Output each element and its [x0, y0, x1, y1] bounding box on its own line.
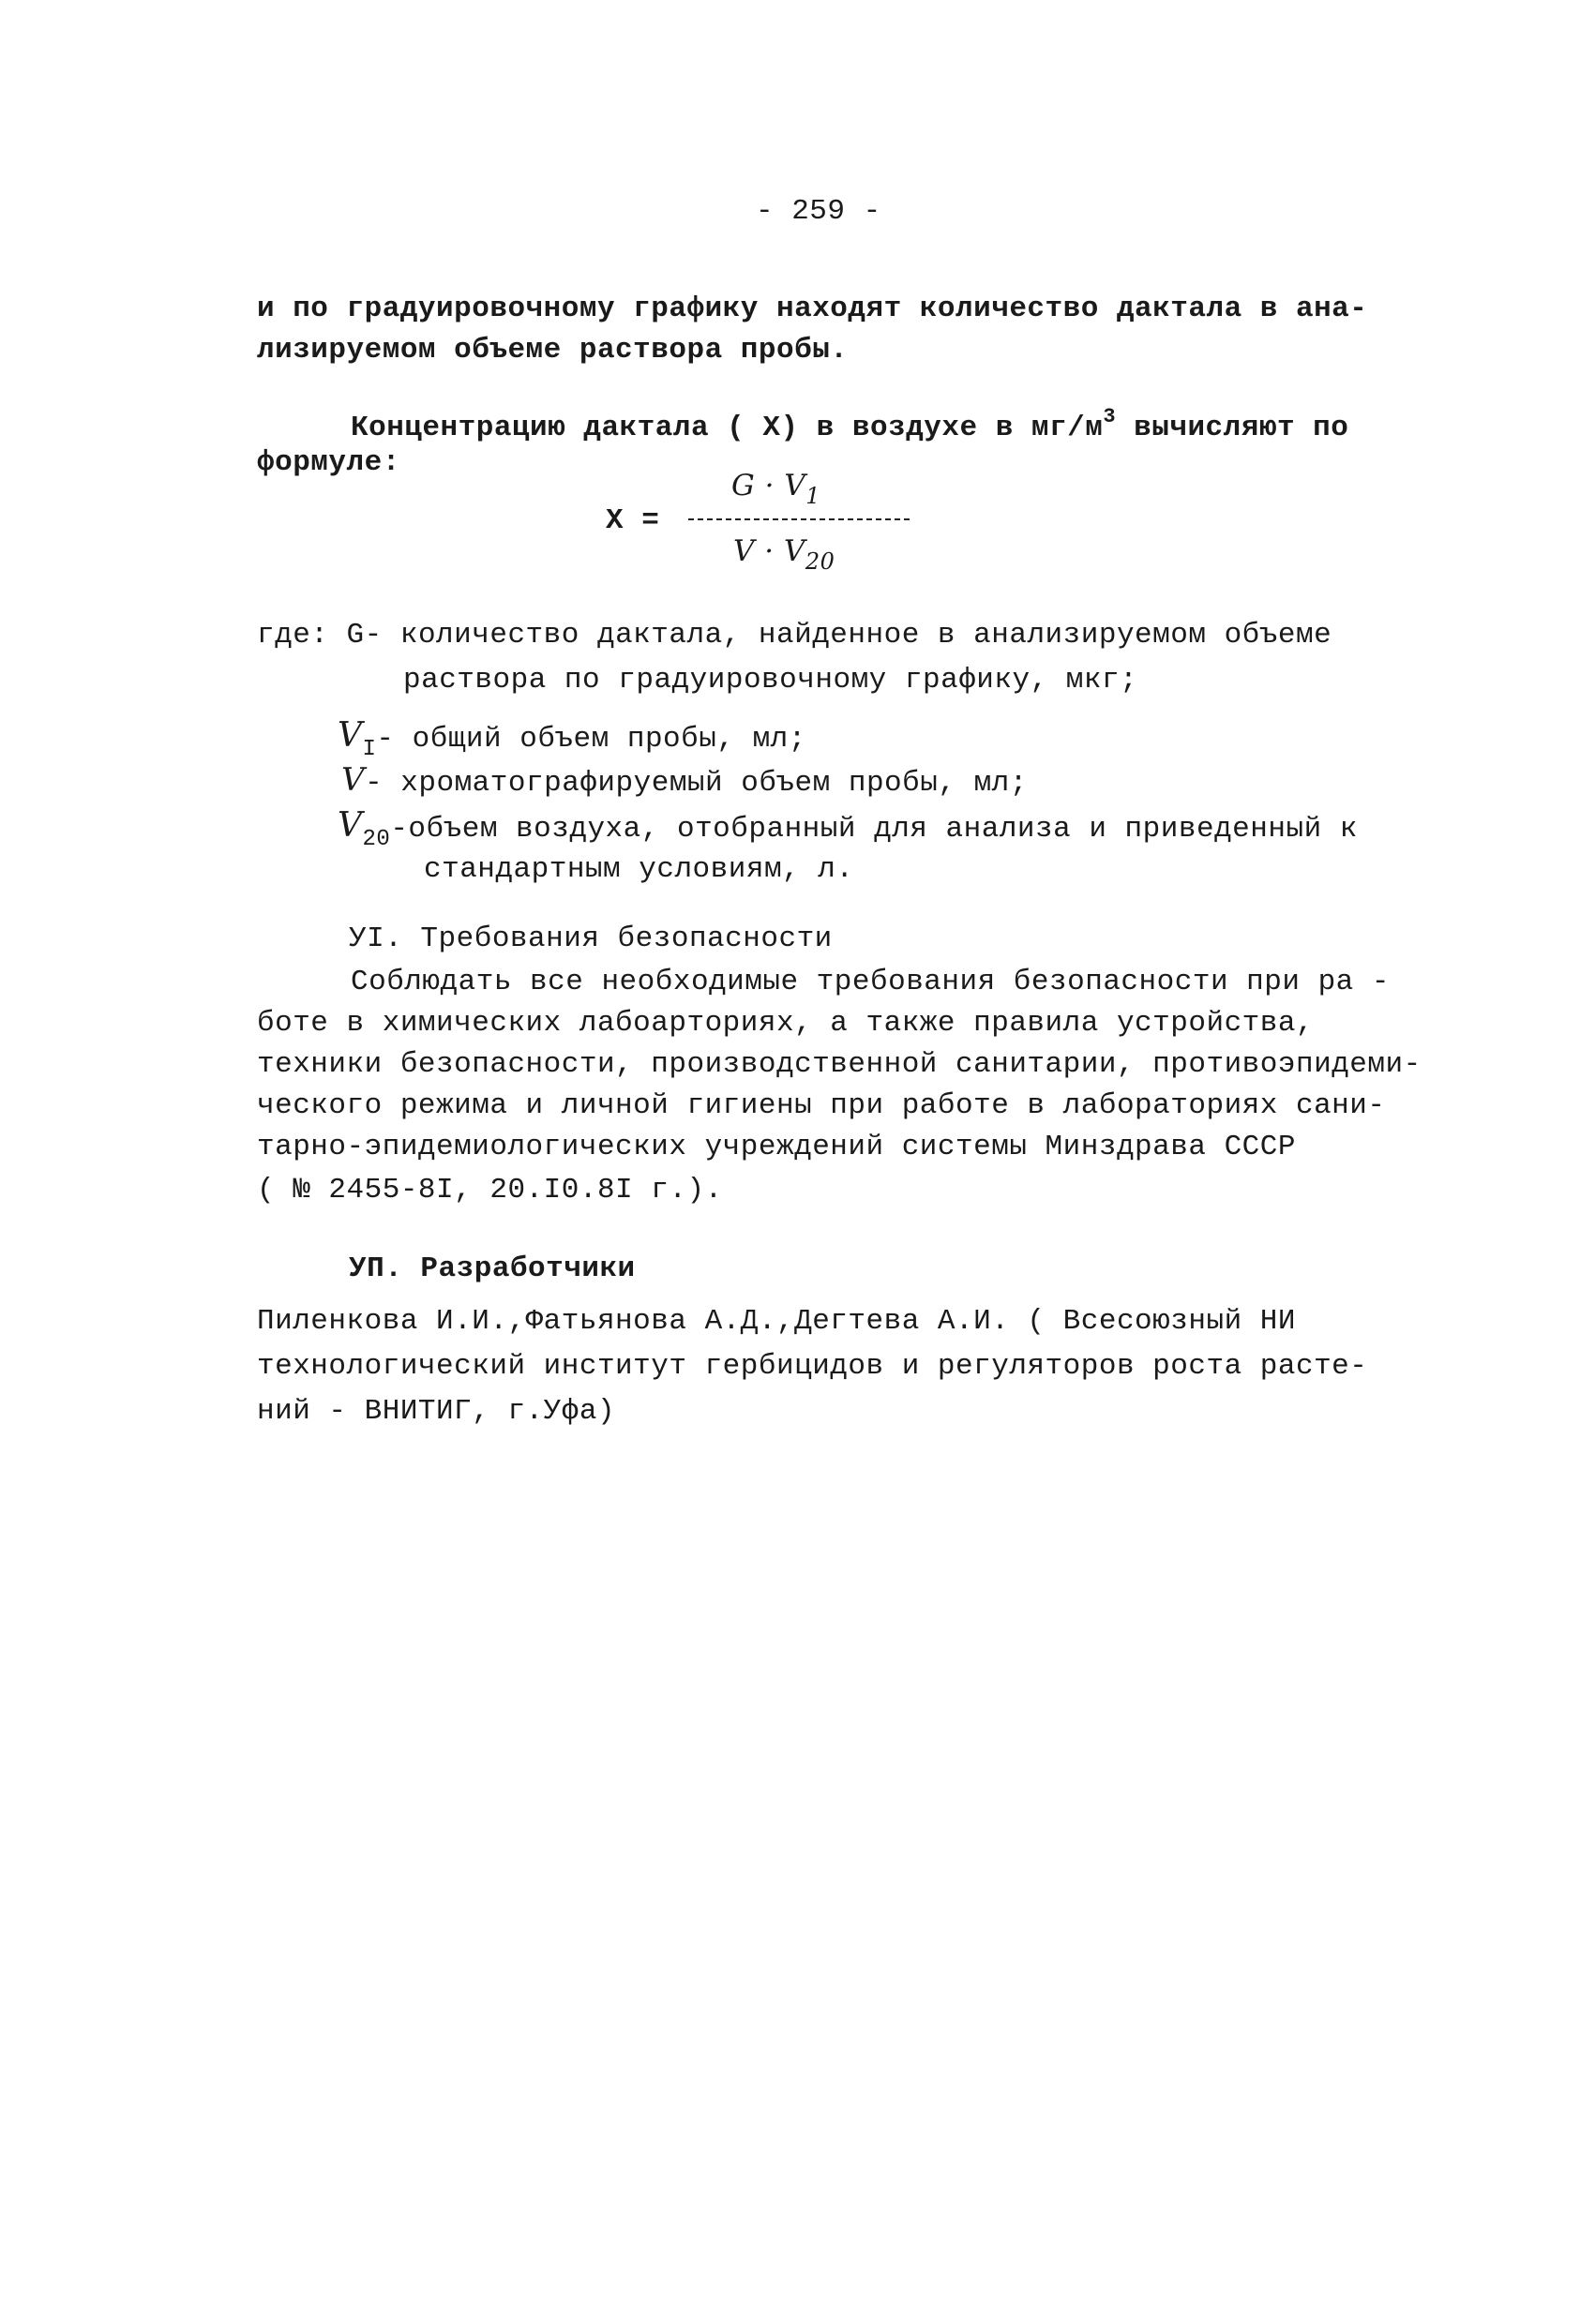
concentration-line-2: формуле:: [257, 446, 400, 479]
where-v20-line: [338, 806, 1358, 852]
where-g-line-2: раствора по градуировочному графику, мкг;: [403, 664, 1138, 697]
section-7-line-3: ний - ВНИТИГ, г.Уфа): [257, 1395, 616, 1428]
intro-line-1: и по градуировочному графику находят количество дактала в ана-: [257, 292, 1368, 325]
section-6-line-3: техники безопасности, производственной санитарии, противоэпидеми-: [257, 1048, 1422, 1081]
formula-numerator: [731, 469, 820, 509]
section-7-line-1: Пиленкова И.И.,Фатьянова А.Д.,Дегтева А.И. ( Всесоюзный НИ: [257, 1305, 1296, 1338]
concentration-text-a: Концентрацию дактала ( X) в воздухе в мг/м: [351, 412, 1104, 444]
denominator-dot: ·: [764, 534, 775, 568]
concentration-line-1: [351, 405, 1348, 444]
numerator-v: V: [784, 469, 806, 502]
formula-denominator: [733, 534, 835, 575]
page-number: - 259 -: [756, 195, 881, 228]
denominator-v20-sub: 20: [805, 548, 835, 575]
intro-line-2: лизируемом объеме раствора пробы.: [257, 334, 849, 367]
denominator-v20: V: [783, 534, 805, 568]
where-v-line: [341, 761, 1028, 800]
numerator-v-sub: 1: [805, 483, 821, 509]
v20-subscript: 20: [362, 827, 391, 852]
formula-lhs: X =: [606, 504, 660, 537]
section-6-line-4: ческого режима и личной гигиены при работе в лабораториях сани-: [257, 1089, 1386, 1122]
cubic-superscript: 3: [1103, 405, 1117, 428]
numerator-dot: ·: [764, 469, 775, 502]
section-6-line-1: Соблюдать все необходимые требования безопасности при ра -: [351, 966, 1390, 998]
v20-symbol: V: [338, 806, 363, 845]
section-6-line-5: тарно-эпидемиологических учреждений системы Минздрава СССР: [257, 1131, 1296, 1163]
v1-subscript: I: [362, 737, 377, 762]
v1-symbol: V: [338, 716, 363, 755]
where-g-text: количество дактала, найденное в анализируемом объеме: [382, 619, 1332, 652]
v-text: - хроматографируемый объем пробы, мл;: [365, 767, 1028, 800]
where-g-label: где: G-: [257, 619, 383, 652]
v20-text: -объем воздуха, отобранный для анализа и приведенный к: [390, 813, 1358, 846]
where-v20-line-2: стандартным условиям, л.: [424, 853, 854, 886]
where-g-line: [257, 619, 1332, 652]
numerator-g: G: [731, 469, 756, 502]
denominator-v: V: [733, 534, 755, 568]
section-6-line-6: ( № 2455-8I, 20.I0.8I г.).: [257, 1174, 723, 1207]
section-6-line-2: боте в химических лабоарториях, а также правила устройства,: [257, 1007, 1315, 1040]
section-7-line-2: технологический институт гербицидов и регуляторов роста расте-: [257, 1350, 1368, 1383]
section-7-heading: УП. Разработчики: [349, 1252, 636, 1285]
fraction-bar: [688, 518, 910, 520]
v1-text: - общий объем пробы, мл;: [376, 723, 806, 756]
concentration-text-b: вычисляют по: [1116, 412, 1349, 444]
section-6-heading: УI. Требования безопасности: [349, 922, 833, 955]
v-symbol: V: [341, 761, 366, 799]
where-v1-line: [338, 716, 806, 762]
